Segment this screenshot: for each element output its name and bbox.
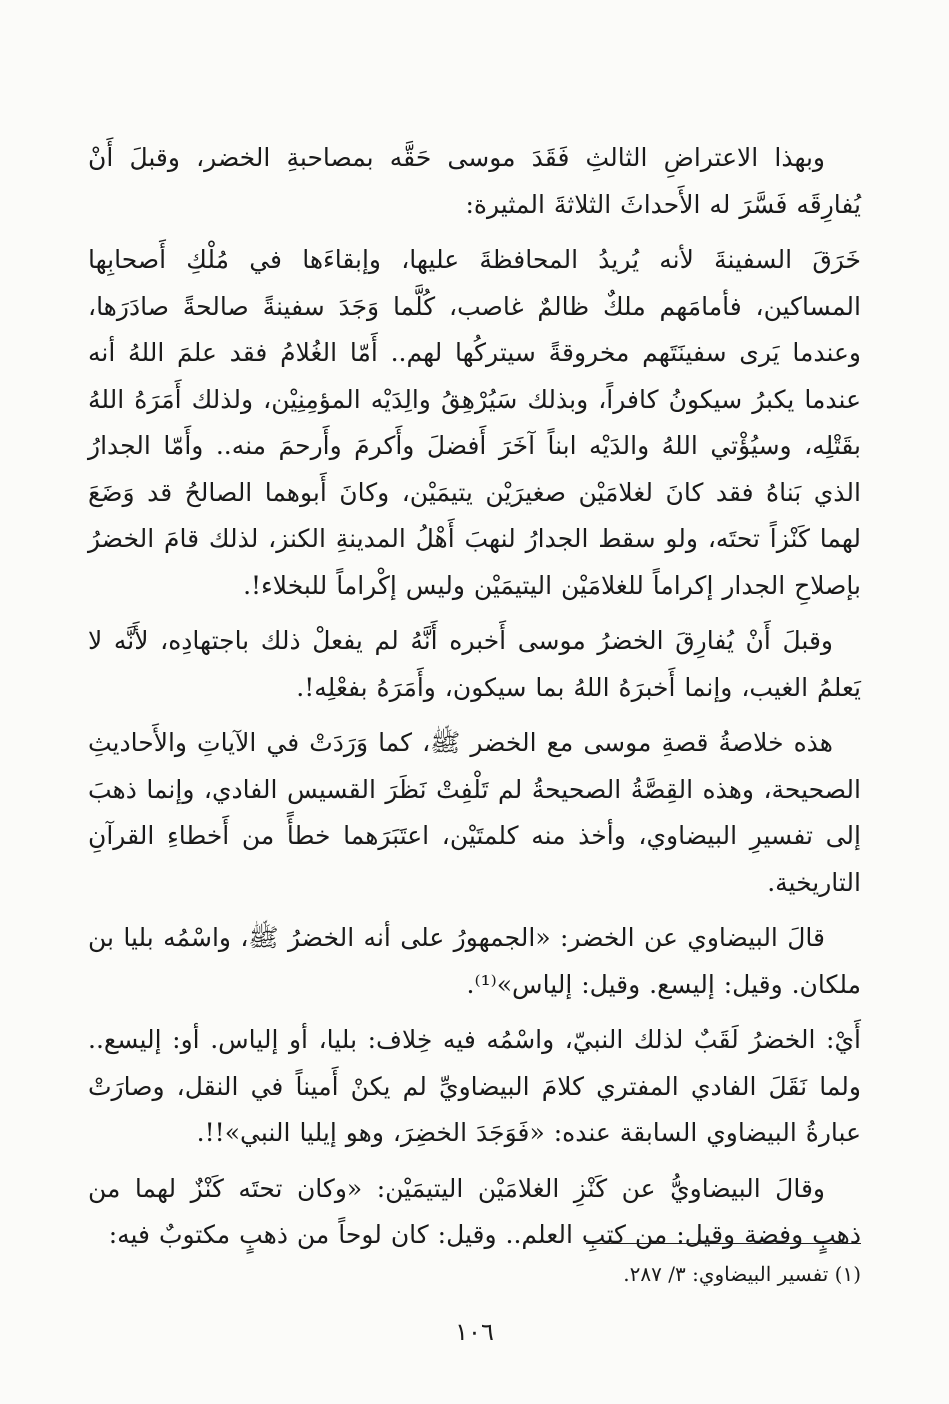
footnote: (١) تفسير البيضاوي: ٣/ ٢٨٧. xyxy=(623,1262,861,1286)
paragraph: أَيْ: الخضرُ لَقَبٌ لذلك النبيّ، واسْمُه فيه خِلاف: بليا، أو إلياس. أو: إليسع.. ولما نَقَلَ الفادي المفتري كلامَ البيضاويِّ لم يكنْ أَميناً في النقل، وصارَتْ عبارةُ البيضاوي السابقة عنده: «فَوَجَدَ الخضِرَ، وهو إيليا النبي»!!. xyxy=(88,1025,861,1147)
paragraph: قالَ البيضاوي عن الخضر: «الجمهورُ على أنه الخضرُ ﷺ، واسْمُه بليا بن ملكان. وقيل: إليسع. وقيل: إلياس»⁽¹⁾. xyxy=(88,923,861,999)
paragraph: وقالَ البيضاويُّ عن كَنْزِ الغلامَيْن اليتيمَيْن: «وكان تحتَه كَنْزٌ لهما من ذهبٍ وفضة وقيل: من كتبِ العلم.. وقيل: كان لوحاً من ذهبٍ مكتوبٌ فيه: xyxy=(88,1173,861,1249)
paragraph: وقبلَ أَنْ يُفارِقَ الخضرُ موسى أَخبره أَنَّهُ لم يفعلْ ذلك باجتهادِه، لأَنَّه لا يَعلمُ الغيب، وإنما أَخبرَهُ اللهُ بما سيكون، وأَمَرَهُ بفعْلِه!. xyxy=(88,626,861,702)
footnote-separator xyxy=(586,1243,861,1244)
page-number: ١٠٦ xyxy=(455,1318,494,1346)
paragraph: وبهذا الاعتراضِ الثالثِ فَقَدَ موسى حَقَّه بمصاحبةِ الخضر، وقبلَ أَنْ يُفارِقَه فَسَّرَ له الأَحداثَ الثلاثةَ المثيرة: xyxy=(88,143,861,219)
main-text xyxy=(88,135,861,1259)
paragraph: خَرَقَ السفينةَ لأنه يُريدُ المحافظةَ عليها، وإبقاءَها في مُلْكِ أَصحابِها المساكين، فأمامَهم ملكٌ ظالمٌ غاصب، كُلَّما وَجَدَ سفينةً صالحةً صادَرَها، وعندما يَرى سفينَتَهم مخروقةً سيتركُها لهم.. أَمّا الغُلامُ فقد علمَ اللهُ أنه عندما يكبرُ سيكونُ كافراً، وبذلك سَيُرْهِقُ والِدَيْه المؤمِنِيْن، ولذلك أَمَرَهُ اللهُ بقَتْلِه، وسيُؤْتي اللهُ والدَيْه ابناً آخَرَ أَفضلَ وأَكرمَ وأَرحمَ منه.. وأَمّا الجدارُ الذي بَناهُ فقد كانَ لغلامَيْن صغيرَيْن يتيمَيْن، وكانَ أَبوهما الصالحُ قد وَضَعَ لهما كَنْزاً تحتَه، ولو سقط الجدارُ لنهبَ أَهْلُ المدينةِ الكنز، لذلك قامَ الخضرُ بإصلاحِ الجدار إكراماً للغلامَيْن اليتيمَيْن وليس إكْراماً للبخلاء!. xyxy=(88,245,861,600)
paragraph: هذه خلاصةُ قصةِ موسى مع الخضر ﷺ، كما وَرَدَتْ في الآياتِ والأَحاديثِ الصحيحة، وهذه القِصَّةُ الصحيحةُ لم تَلْفِتْ نَظَرَ القسيس الفادي، وإنما ذهبَ إلى تفسيرِ البيضاوي، وأخذ منه كلمتَيْن، اعتَبَرَهما خطأً من أَخطاءِ القرآنِ التاريخية. xyxy=(88,728,861,897)
